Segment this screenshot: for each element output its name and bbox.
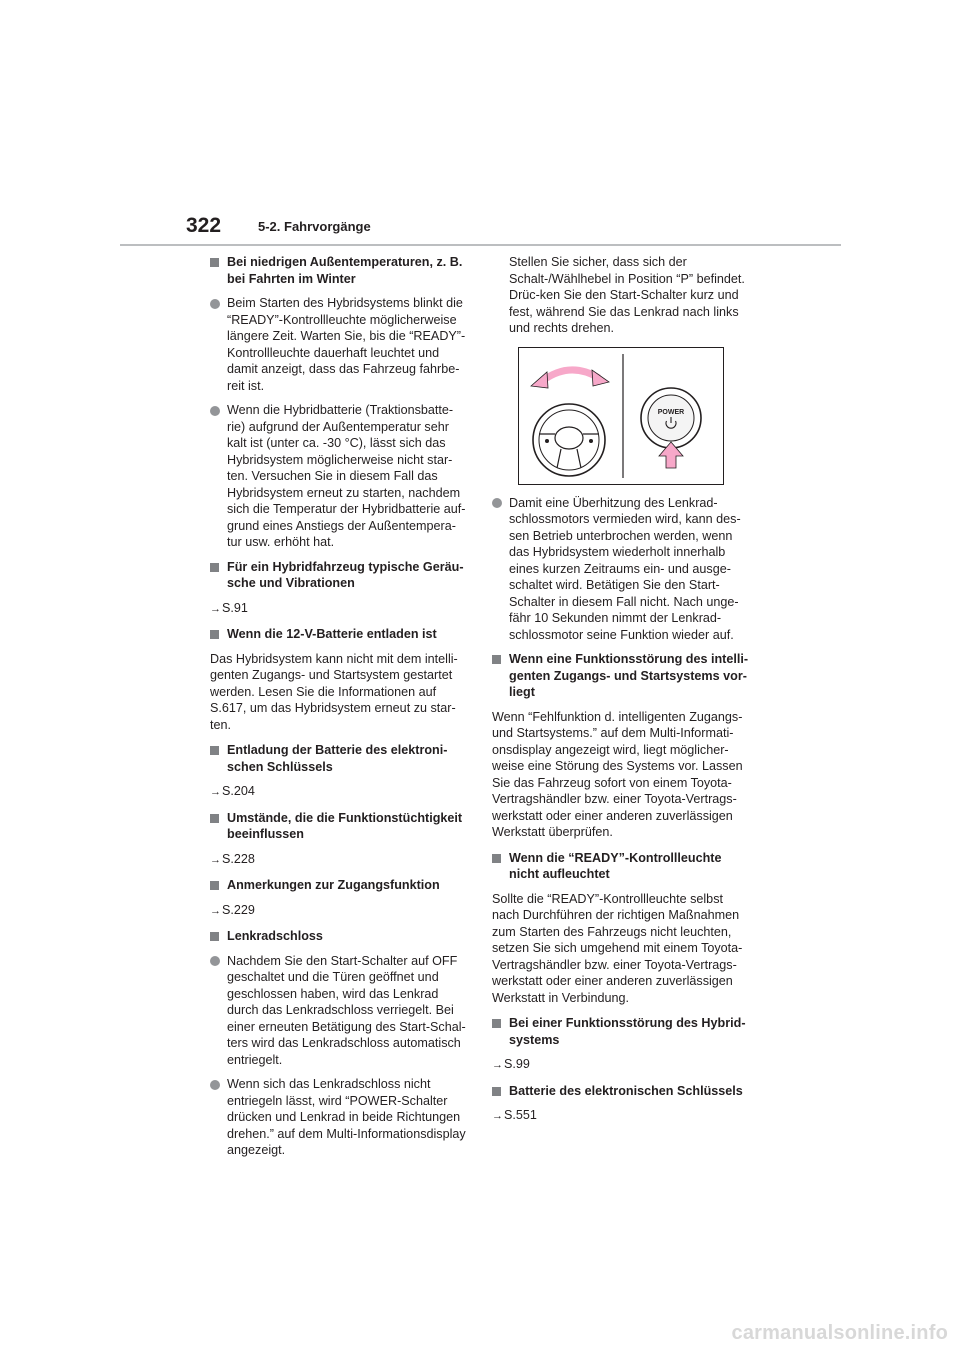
bullet-steering-lock-engage: Nachdem Sie den Start-Schalter auf OFF geschaltet und die Türen geöffnet und geschlossen haben, wird das Lenkrad durch das Lenkradschloss verriegelt. Bei einer erneuten Betätigung des Start-Schal-ters wird das Lenkradschloss automatisch entriegelt. — [210, 953, 467, 1069]
heading-key-battery: Batterie des elektronischen Schlüssels — [492, 1083, 749, 1100]
page-reference-link[interactable]: →S.204 — [210, 784, 255, 798]
round-bullet-icon — [210, 1080, 220, 1090]
page-reference-link[interactable]: →S.551 — [492, 1108, 537, 1122]
page-reference-link[interactable]: →S.91 — [210, 600, 248, 615]
round-bullet-icon — [210, 299, 220, 309]
heading-12v-battery: Wenn die 12-V-Batterie entladen ist — [210, 626, 467, 643]
square-bullet-icon — [210, 814, 219, 823]
square-bullet-icon — [492, 854, 501, 863]
paragraph-smart-system-malfunction: Wenn “Fehlfunktion d. intelligenten Zugangs- und Startsystems.” auf dem Multi-Informati-onsdisplay angezeigt wird, liegt möglicher-weise eine Störung des Systems vor. Lassen Sie das Fahrzeug sofort von einem Toyota-Vertragshändler bzw. einer Toyota-Vertrags-werkstatt oder einer anderen zuverlässigen Werkstatt überprüfen. — [492, 709, 743, 839]
heading-steering-lock: Lenkradschloss — [210, 928, 467, 945]
arrow-right-icon: → — [210, 602, 221, 615]
arrow-right-icon: → — [492, 1059, 503, 1071]
round-bullet-icon — [210, 406, 220, 416]
page-reference-link[interactable]: →S.229 — [210, 902, 255, 917]
square-bullet-icon — [210, 630, 219, 639]
heading-access-notes: Anmerkungen zur Zugangsfunktion — [210, 877, 467, 894]
arrow-right-icon: → — [210, 853, 221, 866]
right-column — [492, 254, 749, 1134]
paragraph-instruction: Stellen Sie sicher, dass sich der Schalt-/Wählhebel in Position “P” befindet. Drüc-ken Sie den Start-Schalter kurz und fest, während Sie das Lenkrad nach links und rechts drehen. — [509, 255, 745, 335]
page-reference-link[interactable]: →S.228 — [210, 851, 255, 866]
heading-smart-system-malfunction: Wenn eine Funktionsstörung des intelli-genten Zugangs- und Startsystems vor-liegt — [492, 651, 749, 701]
bullet-battery-cold: Wenn die Hybridbatterie (Traktionsbatte-rie) aufgrund der Außentemperatur sehr kalt ist (unter ca. -30 °C), lässt sich das Hybridsystem möglicherweise nicht star-ten. Versuchen Sie in diesem Fall das Hybridsystem erneut zu starten, nachdem sich die Temperatur der Hybridbatterie auf-grund eines Anstiegs der Außentempera-tur usw. erhöht hat. — [210, 402, 467, 551]
power-button-label: POWER — [657, 408, 685, 416]
page-reference-link[interactable]: →S.99 — [492, 1057, 530, 1071]
round-bullet-icon — [210, 956, 220, 966]
paragraph-ready-not-lit: Sollte die “READY”-Kontrollleuchte selbst nach Durchführen der richtigen Maßnahmen zum Starten des Fahrzeugs nicht leuchten, setzen Sie sich umgehend mit einem Toyota-Vertragshändler bzw. einer Toyota-Vertrags-werkstatt oder einer anderen zuverlässigen Werkstatt in Verbindung. — [492, 891, 743, 1005]
section-title: 5-2. Fahrvorgänge — [258, 219, 371, 234]
square-bullet-icon — [210, 881, 219, 890]
bullet-steering-lock-release: Wenn sich das Lenkradschloss nicht entriegeln lässt, wird “POWER-Schalter drücken und Lenkrad in beide Richtungen drehen.” auf dem Multi-Informationsdisplay angezeigt. — [210, 1076, 467, 1159]
rotate-arrow-head-right — [592, 370, 609, 386]
square-bullet-icon — [210, 258, 219, 267]
heading-hybrid-malfunction: Bei einer Funktionsstörung des Hybrid-systems — [492, 1015, 749, 1048]
square-bullet-icon — [210, 563, 219, 572]
heading-key-battery-discharge: Entladung der Batterie des elektroni-schen Schlüssels — [210, 742, 467, 775]
push-arrow-icon — [659, 442, 683, 468]
rotate-double-arrow-icon — [541, 369, 599, 381]
square-bullet-icon — [210, 932, 219, 941]
heading-typical-noises: Für ein Hybridfahrzeug typische Geräu-sche und Vibrationen — [210, 559, 467, 592]
round-bullet-icon — [492, 498, 502, 508]
bullet-overheat: Damit eine Überhitzung des Lenkrad-schlossmotors vermieden wird, kann des-sen Betrieb unterbrochen werden, wenn das Hybridsystem wiederholt innerhalb eines kurzen Zeitraums ein- und ausge-schaltet wird. Betätigen Sie den Start-Schalter in diesem Fall nicht. Nach unge-fähr 10 Sekunden nimmt der Lenkrad-schlossmotor seine Funktion wieder auf. — [492, 495, 749, 644]
steering-wheel-icon — [533, 404, 605, 476]
square-bullet-icon — [210, 746, 219, 755]
power-button-icon — [641, 388, 701, 448]
arrow-right-icon: → — [492, 1110, 503, 1122]
square-bullet-icon — [492, 1019, 501, 1028]
left-column — [210, 254, 467, 1167]
paragraph-12v-battery: Das Hybridsystem kann nicht mit dem intelli-genten Zugangs- und Startsystem gestartet werden. Lesen Sie die Informationen auf S.617, um das Hybridsystem erneut zu star-ten. — [210, 651, 458, 732]
arrow-right-icon: → — [210, 904, 221, 917]
rotate-arrow-head-left — [531, 372, 548, 388]
steering-power-illustration — [518, 347, 724, 485]
square-bullet-icon — [492, 1087, 501, 1096]
header-divider — [120, 244, 841, 246]
square-bullet-icon — [492, 655, 501, 664]
watermark-text: carmanualsonline.info — [731, 1322, 948, 1344]
heading-circumstances: Umstände, die die Funktionstüchtigkeit beeinflussen — [210, 810, 467, 843]
heading-cold-weather: Bei niedrigen Außentemperaturen, z. B. bei Fahrten im Winter — [210, 254, 467, 287]
heading-ready-not-lit: Wenn die “READY”-Kontrollleuchte nicht aufleuchtet — [492, 850, 749, 883]
arrow-right-icon: → — [210, 786, 221, 798]
illustration-svg — [519, 348, 723, 484]
page-number: 322 — [186, 214, 222, 237]
bullet-ready-blinks: Beim Starten des Hybridsystems blinkt die “READY”-Kontrollleuchte möglicherweise längere Zeit. Warten Sie, bis die “READY”-Kontrollleuchte dauerhaft leuchtet und damit anzeigt, dass das Fahrzeug fahrbe-reit ist. — [210, 295, 467, 394]
